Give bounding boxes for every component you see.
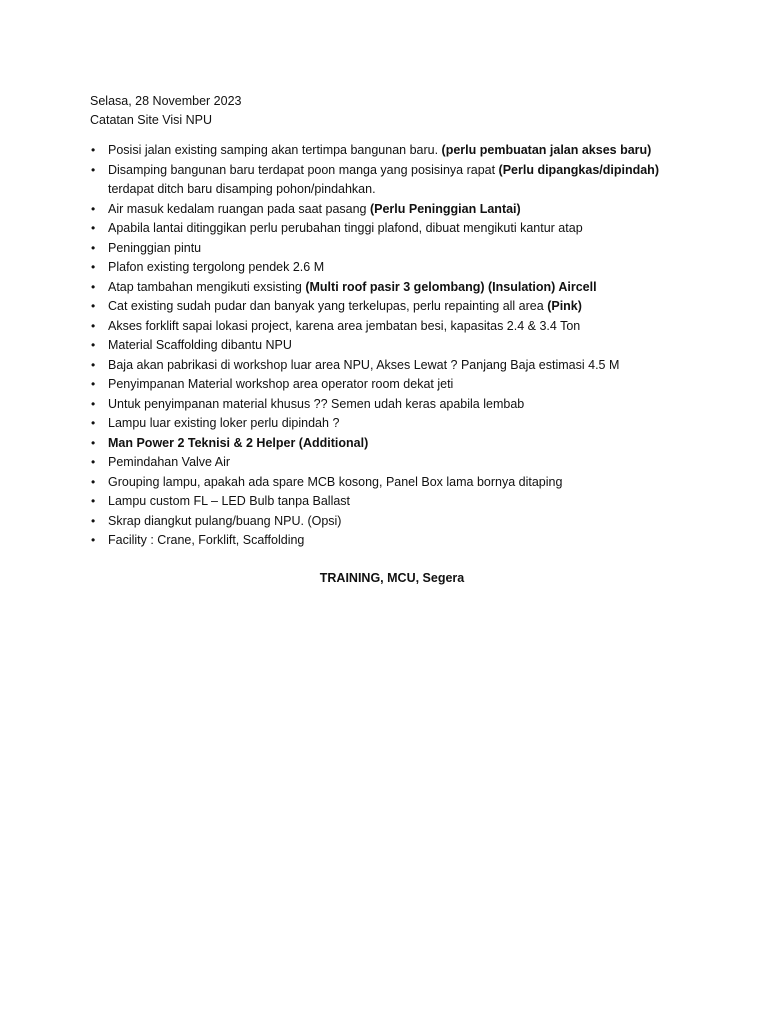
item-text: Cat existing sudah pudar dan banyak yang terkelupas, perlu repainting all area [108, 299, 548, 313]
item-emphasis: (Multi roof pasir 3 gelombang) (Insulation) Aircell [305, 279, 597, 294]
item-text: Disamping bangunan baru terdapat poon manga yang posisinya rapat [108, 162, 499, 177]
item-text: Plafon existing tergolong pendek 2.6 M [108, 260, 325, 274]
bullet-marker: • [91, 513, 96, 528]
bullet-marker: • [91, 357, 96, 372]
item-text: Untuk penyimpanan material khusus ?? Semen udah keras apabila lembab [108, 396, 525, 411]
item-text: Material Scaffolding dibantu NPU [108, 338, 292, 352]
list-item [90, 453, 690, 473]
bullet-marker: • [91, 435, 96, 450]
item-text: Lampu custom FL – LED Bulb tanpa Ballast [108, 494, 351, 508]
item-text: Facility : Crane, Forklift, Scaffolding [108, 533, 305, 547]
list-item [90, 356, 690, 376]
list-item [90, 414, 690, 434]
list-item [90, 395, 690, 415]
list-item [90, 434, 690, 454]
list-item [90, 239, 690, 259]
item-text: Akses forklift sapai lokasi project, karena area jembatan besi, kapasitas 2.4 & 3.4 Ton [108, 318, 581, 333]
bullet-marker: • [91, 474, 96, 489]
list-item [90, 512, 690, 532]
footer-note: TRAINING, MCU, Segera [319, 571, 465, 585]
bullet-marker: • [91, 221, 96, 235]
item-text: Peninggian pintu [108, 240, 202, 255]
item-text: Grouping lampu, apakah ada spare MCB kosong, Panel Box lama bornya ditaping [108, 474, 563, 489]
list-item [90, 531, 690, 551]
notes-list [90, 141, 690, 551]
item-text: Skrap diangkut pulang/buang NPU. (Opsi) [108, 513, 342, 528]
bullet-marker: • [91, 162, 96, 177]
item-emphasis: (Pink) [547, 299, 582, 313]
bullet-marker: • [91, 396, 96, 411]
list-item [90, 141, 690, 161]
bullet-marker: • [91, 143, 96, 157]
item-emphasis: (Perlu Peninggian Lantai) [369, 201, 521, 216]
list-item [90, 161, 690, 200]
bullet-marker: • [91, 533, 96, 547]
item-text: Atap tambahan mengikuti exsisting [108, 279, 306, 294]
item-emphasis: (perlu pembuatan jalan akses baru) [441, 143, 652, 157]
item-text: Apabila lantai ditinggikan perlu perubahan tinggi plafond, dibuat mengikuti kantur atap [108, 221, 583, 235]
list-item [90, 258, 690, 278]
bullet-marker: • [91, 377, 96, 391]
bullet-marker: • [91, 201, 96, 216]
bullet-marker: • [91, 455, 96, 469]
item-emphasis: Man Power 2 Teknisi & 2 Helper (Additional) [108, 435, 369, 450]
bullet-marker: • [91, 279, 96, 294]
item-text: Air masuk kedalam ruangan pada saat pasang [108, 201, 370, 216]
list-item [90, 317, 690, 337]
bullet-marker: • [91, 494, 96, 508]
bullet-marker: • [91, 338, 96, 352]
item-text: Baja akan pabrikasi di workshop luar area NPU, Akses Lewat ? Panjang Baja estimasi 4.5 M [108, 357, 620, 372]
list-item [90, 492, 690, 512]
list-item [90, 200, 690, 220]
list-item [90, 375, 690, 395]
list-item [90, 219, 690, 239]
item-text: Penyimpanan Material workshop area operator room dekat jeti [108, 377, 454, 391]
item-emphasis: (Perlu dipangkas/dipindah) [498, 162, 659, 177]
item-continuation: terdapat ditch baru disamping pohon/pindahkan. [108, 182, 376, 196]
bullet-marker: • [91, 318, 96, 333]
bullet-marker: • [91, 240, 96, 255]
list-item [90, 278, 690, 298]
item-text: Posisi jalan existing samping akan tertimpa bangunan baru. [108, 143, 442, 157]
item-text: Lampu luar existing loker perlu dipindah ? [108, 416, 340, 430]
document-title: Catatan Site Visi NPU [90, 113, 213, 127]
item-text: Pemindahan Valve Air [108, 455, 231, 469]
bullet-marker: • [91, 299, 96, 313]
list-item [90, 473, 690, 493]
list-item [90, 336, 690, 356]
bullet-marker: • [91, 416, 96, 430]
list-item [90, 297, 690, 317]
document-header [90, 92, 241, 130]
bullet-marker: • [91, 260, 96, 274]
date-line: Selasa, 28 November 2023 [90, 94, 242, 108]
